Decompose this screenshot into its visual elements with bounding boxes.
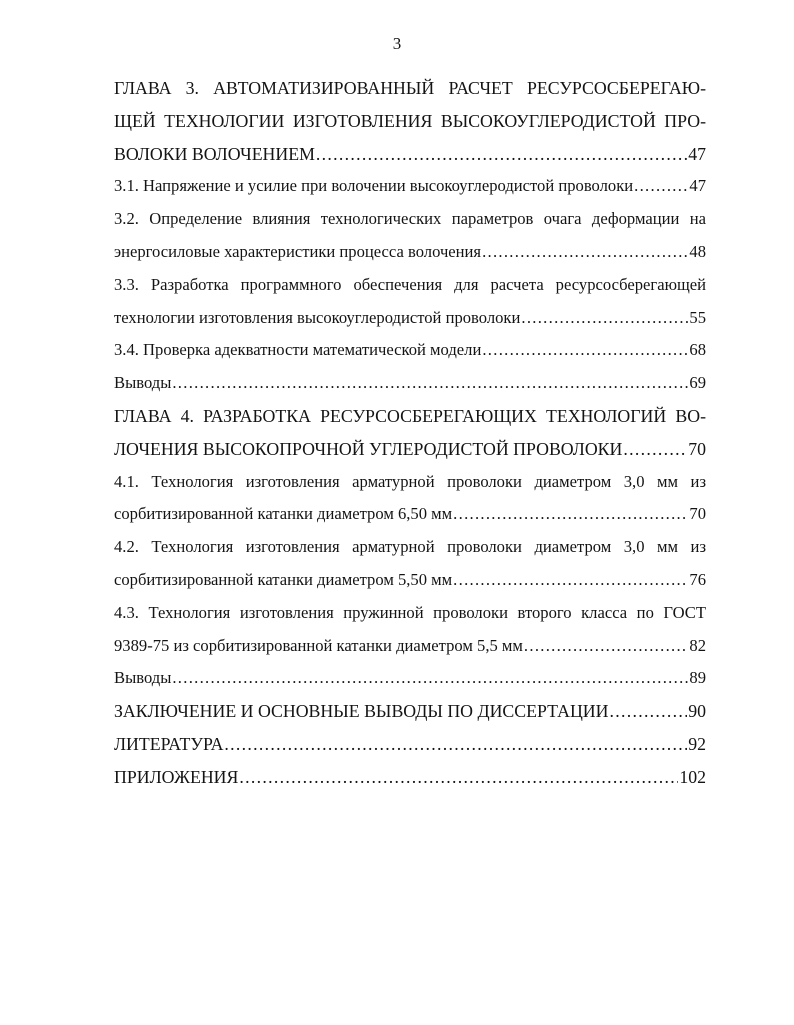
toc-chapter4-page: 70 xyxy=(688,438,706,459)
toc-section-3-2-page: 48 xyxy=(689,241,706,261)
toc-literature-title: ЛИТЕРАТУРА xyxy=(114,733,224,754)
toc-conclusions-3-page: 69 xyxy=(689,373,706,393)
toc-section-3-2 xyxy=(114,236,706,269)
toc-section-4-2-page: 76 xyxy=(689,569,706,589)
dot-leader xyxy=(453,498,688,531)
toc-chapter3-entry xyxy=(114,138,706,171)
toc-chapter4-entry xyxy=(114,433,706,466)
toc-conclusions-3 xyxy=(114,367,706,400)
dot-leader xyxy=(172,367,688,400)
toc-appendices xyxy=(114,761,706,794)
toc-chapter4-line1: ГЛАВА 4. РАЗРАБОТКА РЕСУРСОСБЕРЕГАЮЩИХ ТЕХНОЛОГИЙ ВО- xyxy=(114,405,706,426)
toc-section-4-1-page: 70 xyxy=(689,504,706,524)
toc-conclusions-4-page: 89 xyxy=(689,668,706,688)
toc-section-4-2-line1: 4.2. Технология изготовления арматурной проволоки диаметром 3,0 мм из xyxy=(114,537,706,557)
toc-section-4-3-title: 9389-75 из сорбитизированной катанки диаметром 5,5 мм xyxy=(114,635,523,655)
dot-leader xyxy=(482,334,688,367)
toc-section-3-3-page: 55 xyxy=(689,307,706,327)
toc-chapter3-title: ВОЛОКИ ВОЛОЧЕНИЕМ xyxy=(114,143,315,164)
table-of-contents xyxy=(114,72,706,794)
toc-section-3-2-line1: 3.2. Определение влияния технологических параметров очага деформации на xyxy=(114,209,706,229)
toc-section-3-1 xyxy=(114,170,706,203)
toc-conclusions-4 xyxy=(114,662,706,695)
toc-appendices-page: 102 xyxy=(679,766,706,787)
toc-section-3-4 xyxy=(114,334,706,367)
toc-section-4-3 xyxy=(114,630,706,663)
toc-section-4-3-page: 82 xyxy=(689,635,706,655)
dot-leader xyxy=(524,630,688,663)
toc-section-3-1-page: 47 xyxy=(689,176,706,196)
toc-section-4-1-title: сорбитизированной катанки диаметром 6,50 мм xyxy=(114,504,453,524)
toc-conclusions-4-title: Выводы xyxy=(114,668,172,688)
dot-leader xyxy=(609,695,687,728)
toc-literature-page: 92 xyxy=(688,733,706,754)
toc-appendices-title: ПРИЛОЖЕНИЯ xyxy=(114,766,239,787)
toc-section-3-1-title: 3.1. Напряжение и усилие при волочении высокоуглеродистой проволоки xyxy=(114,176,634,196)
toc-section-4-2 xyxy=(114,564,706,597)
dot-leader xyxy=(316,138,687,171)
toc-section-4-1-line1: 4.1. Технология изготовления арматурной проволоки диаметром 3,0 мм из xyxy=(114,471,706,491)
dot-leader xyxy=(623,433,687,466)
toc-section-3-3-title: технологии изготовления высокоуглеродистой проволоки xyxy=(114,307,521,327)
toc-chapter3-line2: ЩЕЙ ТЕХНОЛОГИИ ИЗГОТОВЛЕНИЯ ВЫСОКОУГЛЕРОДИСТОЙ ПРО- xyxy=(114,110,706,131)
toc-section-4-1 xyxy=(114,498,706,531)
toc-chapter3-line1: ГЛАВА 3. АВТОМАТИЗИРОВАННЫЙ РАСЧЕТ РЕСУРСОСБЕРЕГАЮ- xyxy=(114,78,706,98)
toc-conclusion-title: ЗАКЛЮЧЕНИЕ И ОСНОВНЫЕ ВЫВОДЫ ПО ДИССЕРТАЦИИ xyxy=(114,701,609,722)
dot-leader xyxy=(634,170,688,203)
toc-section-3-3 xyxy=(114,302,706,335)
toc-section-3-3-line1: 3.3. Разработка программного обеспечения для расчета ресурсосберегающей xyxy=(114,274,706,294)
toc-section-3-4-title: 3.4. Проверка адекватности математической модели xyxy=(114,340,482,360)
toc-section-4-3-line1: 4.3. Технология изготовления пружинной проволоки второго класса по ГОСТ xyxy=(114,602,706,622)
toc-section-4-2-title: сорбитизированной катанки диаметром 5,50 мм xyxy=(114,569,453,589)
toc-conclusion-page: 90 xyxy=(688,701,706,722)
toc-section-3-4-page: 68 xyxy=(689,340,706,360)
dot-leader xyxy=(482,236,688,269)
dot-leader xyxy=(172,662,688,695)
toc-section-3-2-title: энергосиловые характеристики процесса волочения xyxy=(114,241,482,261)
toc-chapter3-page: 47 xyxy=(688,143,706,164)
dot-leader xyxy=(224,728,687,761)
dot-leader xyxy=(239,761,678,794)
dot-leader xyxy=(453,564,688,597)
toc-chapter4-title: ЛОЧЕНИЯ ВЫСОКОПРОЧНОЙ УГЛЕРОДИСТОЙ ПРОВОЛОКИ xyxy=(114,438,623,459)
page-number: 3 xyxy=(392,34,402,53)
toc-literature xyxy=(114,728,706,761)
toc-conclusions-3-title: Выводы xyxy=(114,373,172,393)
toc-conclusion xyxy=(114,695,706,728)
dot-leader xyxy=(521,302,688,335)
